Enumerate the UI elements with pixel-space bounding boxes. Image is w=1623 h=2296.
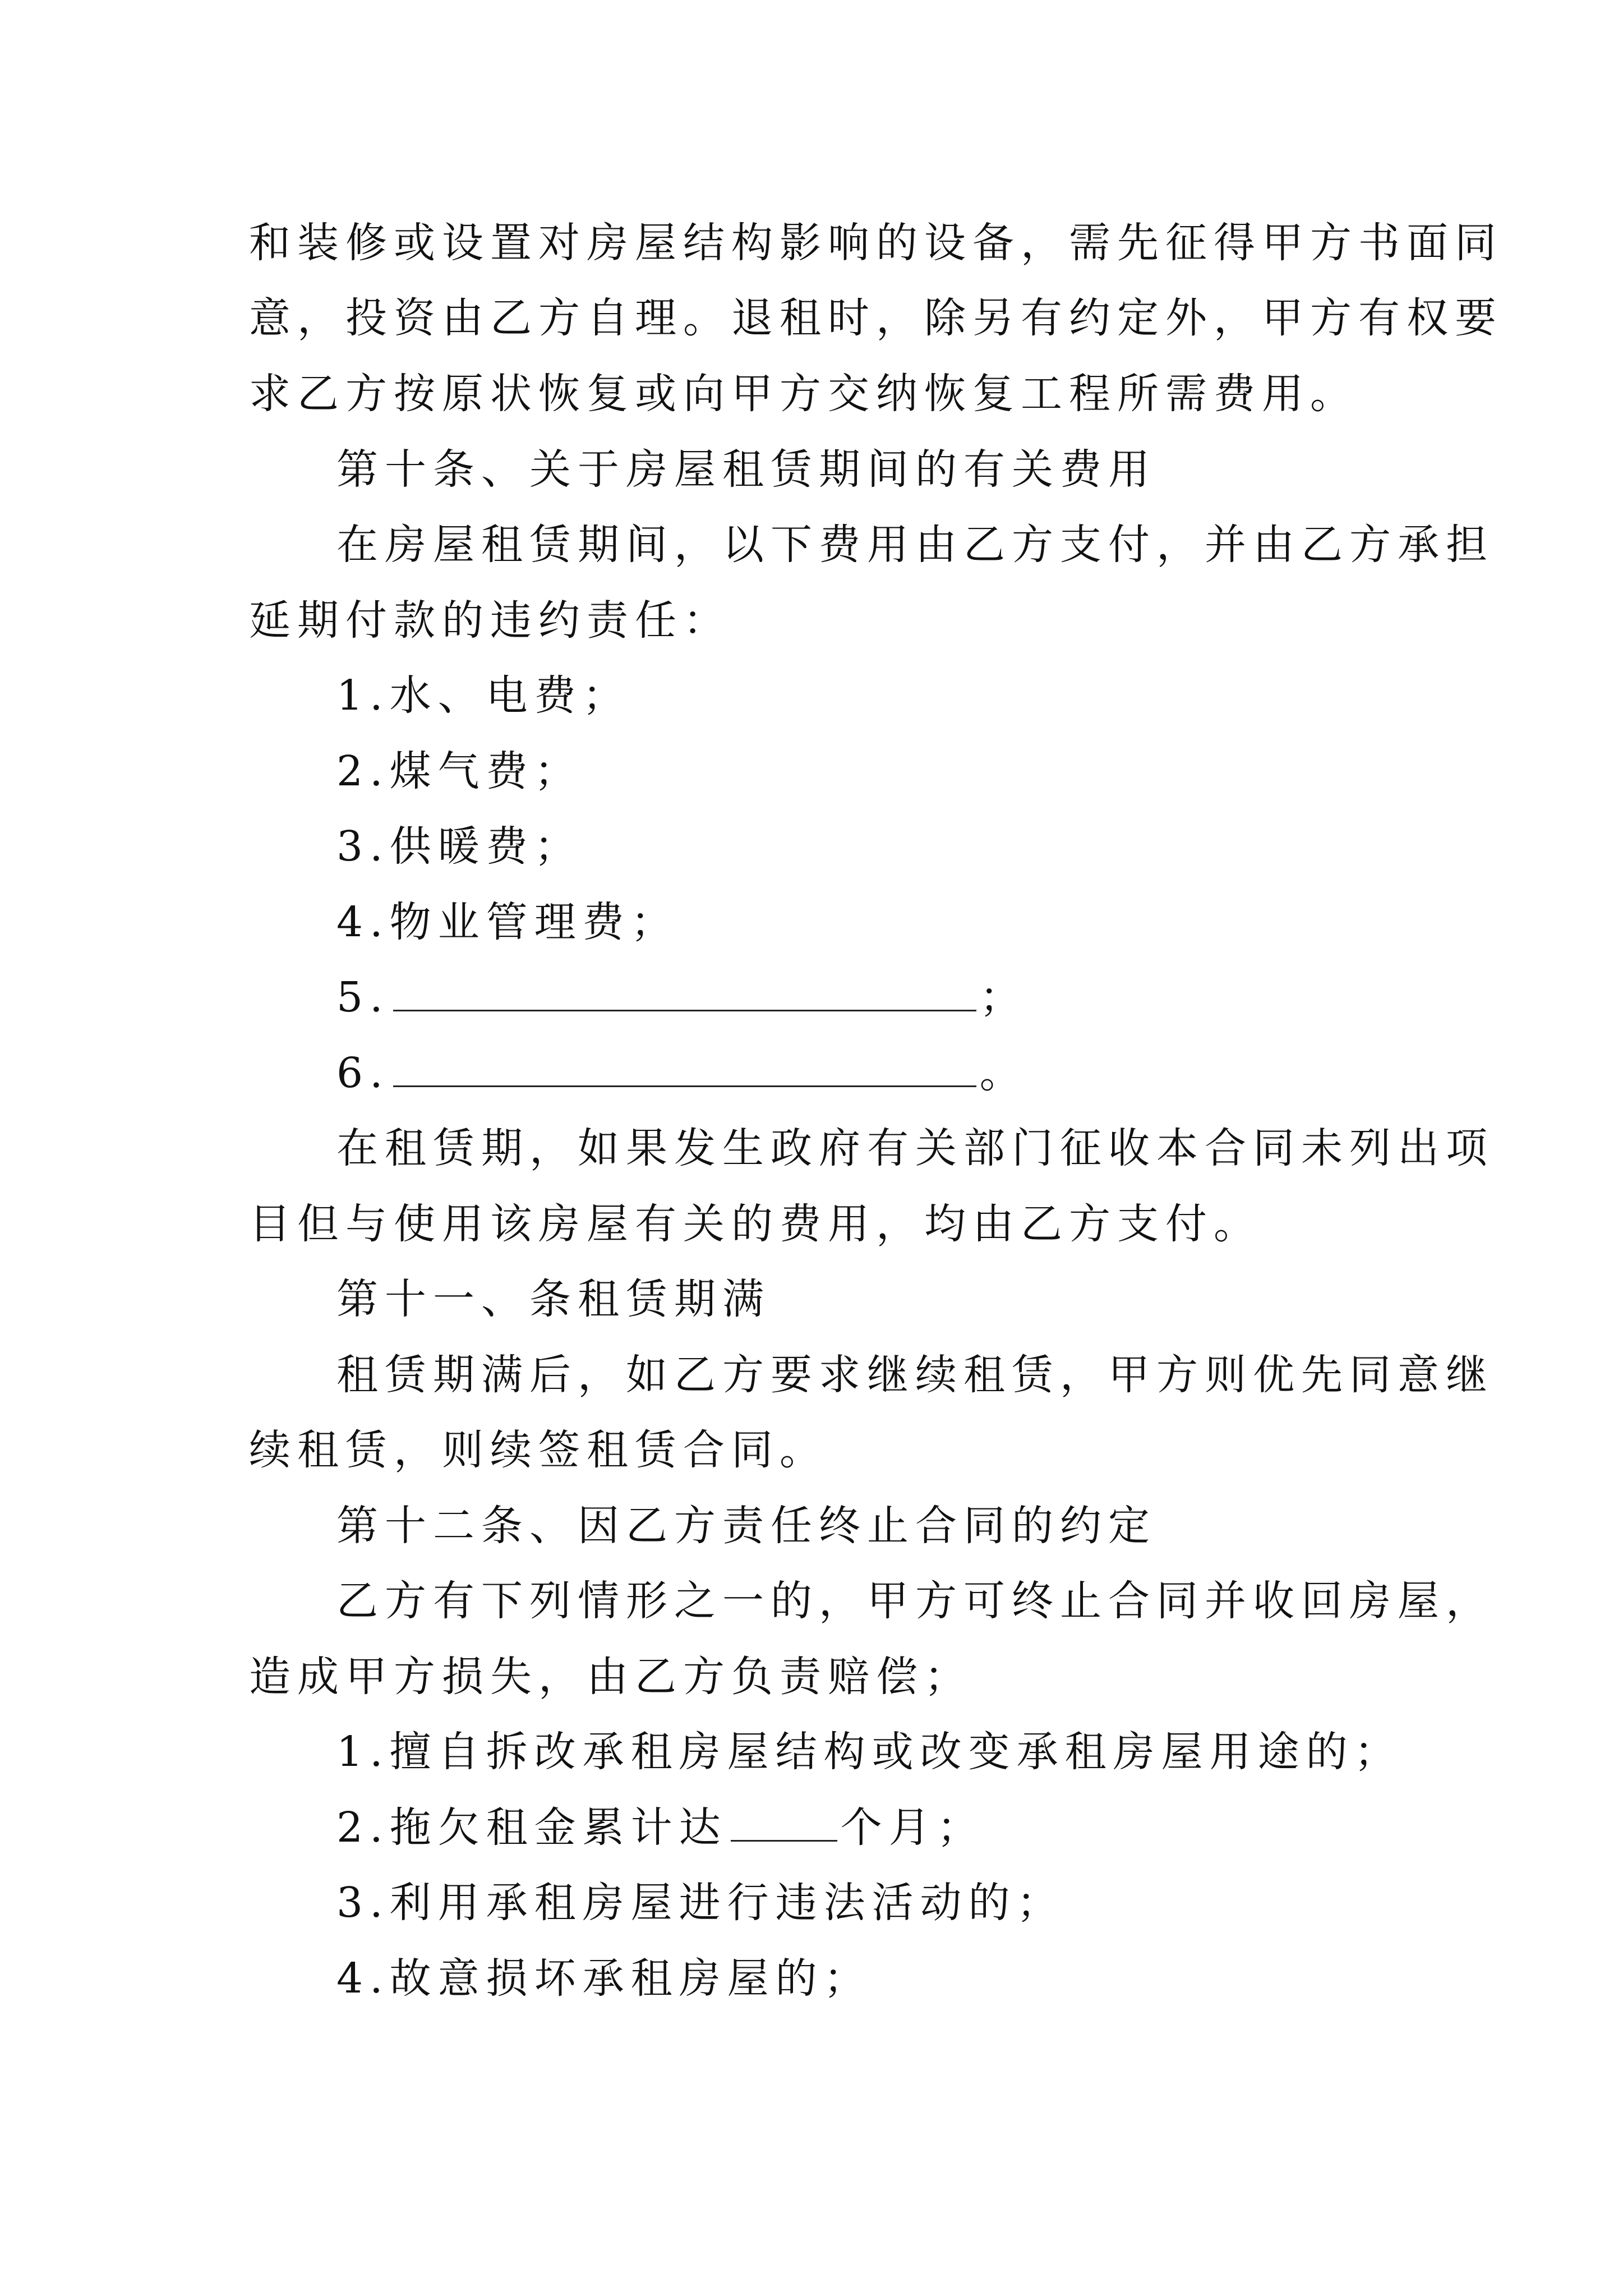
fee-item: 1.水、电费； (336, 671, 631, 720)
paragraph-line: 租赁期满后，如乙方要求继续租赁，甲方则优先同意继 (336, 1351, 1494, 1399)
fee-item-punct: ； (979, 973, 1028, 1022)
termination-item-text: 个月； (840, 1803, 985, 1852)
fill-in-blank[interactable] (393, 977, 976, 1011)
paragraph-line: 求乙方按原状恢复或向甲方交纳恢复工程所需费用。 (249, 370, 1358, 418)
fee-item-punct: 。 (979, 1049, 1028, 1097)
article-11-title: 第十一、条租赁期满 (336, 1275, 771, 1323)
paragraph-line: 意，投资由乙方自理。退租时，除另有约定外，甲方有权要 (249, 294, 1503, 342)
paragraph-line: 造成甲方损失，由乙方负责赔偿； (249, 1653, 972, 1701)
paragraph-line: 在租赁期，如果发生政府有关部门征收本合同未列出项 (336, 1124, 1494, 1172)
paragraph-line: 延期付款的违约责任： (249, 596, 731, 645)
fee-item: 4.物业管理费； (336, 898, 679, 946)
paragraph-line: 续租赁，则续签租赁合同。 (249, 1426, 828, 1474)
paragraph-line: 和装修或设置对房屋结构影响的设备，需先征得甲方书面同 (249, 219, 1503, 267)
termination-item: 4.故意损坏承租房屋的； (336, 1954, 872, 2003)
fee-item-number: 5. (336, 973, 390, 1022)
termination-item: 1.擅自拆改承租房屋结构或改变承租房屋用途的； (336, 1728, 1403, 1776)
fee-item: 3.供暖费； (336, 822, 583, 871)
months-blank[interactable] (731, 1807, 837, 1842)
fill-in-blank[interactable] (393, 1053, 976, 1087)
fee-item-6 (336, 1048, 1028, 1098)
termination-item-2 (336, 1802, 985, 1853)
paragraph-line: 目但与使用该房屋有关的费用，均由乙方支付。 (249, 1200, 1262, 1248)
paragraph-line: 在房屋租赁期间，以下费用由乙方支付，并由乙方承担 (336, 521, 1494, 569)
termination-item-text: 2.拖欠租金累计达 (336, 1803, 727, 1852)
article-12-title: 第十二条、因乙方责任终止合同的约定 (336, 1502, 1156, 1550)
termination-item: 3.利用承租房屋进行违法活动的； (336, 1879, 1065, 1927)
fee-item-5 (336, 972, 1028, 1023)
fee-item: 2.煤气费； (336, 747, 583, 795)
fee-item-number: 6. (336, 1049, 390, 1097)
paragraph-line: 乙方有下列情形之一的，甲方可终止合同并收回房屋， (336, 1577, 1494, 1625)
article-10-title: 第十条、关于房屋租赁期间的有关费用 (336, 445, 1156, 494)
